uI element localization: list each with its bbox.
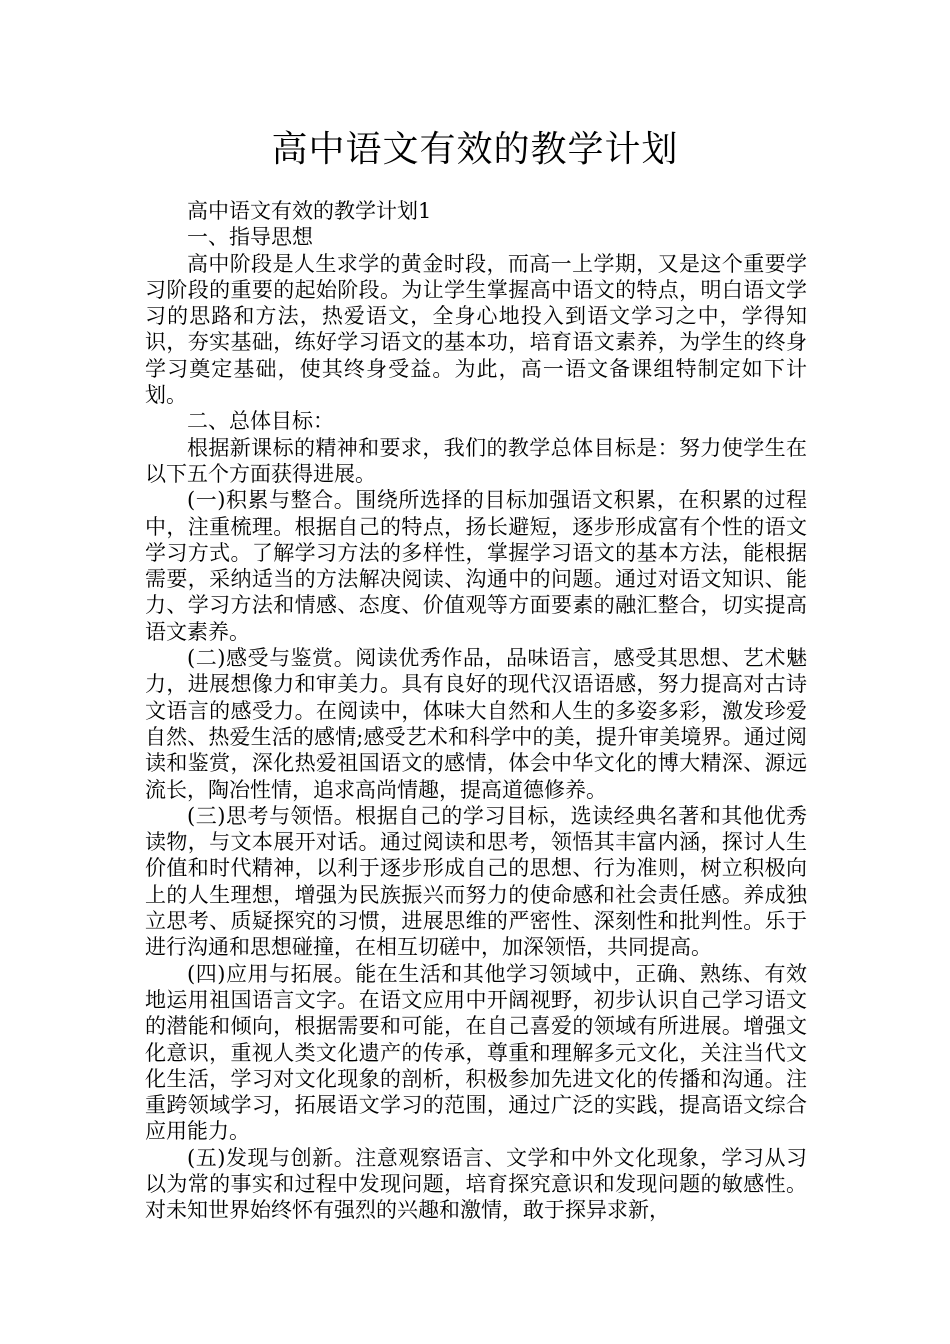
paragraph-overall-goals: 根据新课标的精神和要求，我们的教学总体目标是：努力使学生在以下五个方面获得进展。 [145, 435, 807, 486]
section-heading-overall-goals: 二、总体目标： [187, 409, 334, 434]
document-body [145, 198, 807, 1224]
paragraph-guiding-ideology: 高中阶段是人生求学的黄金时段，而高一上学期，又是这个重要学习阶段的重要的起始阶段。为让学生掌握高中语文的特点，明白语文学习的思路和方法，热爱语文，全身心地投入到语文学习之中，学得知识，夯实基础，练好学习语文的基本功，培育语文素养，为学生的终身学习奠定基础，使其终身受益。为此，高一语文备课组特制定如下计划。 [145, 251, 807, 408]
document-title: 高中语文有效的教学计划 [271, 129, 679, 170]
paragraph-goal-4: (四)应用与拓展。能在生活和其他学习领域中，正确、熟练、有效地运用祖国语言文字。在语文应用中开阔视野，初步认识自己学习语文的潜能和倾向，根据需要和可能，在自己喜爱的领域有所进展。增强文化意识，重视人类文化遗产的传承，尊重和理解多元文化，关注当代文化生活，学习对文化现象的剖析，积极参加先进文化的传播和沟通。注重跨领域学习，拓展语文学习的范围，通过广泛的实践，提高语文综合应用能力。 [145, 961, 807, 1144]
paragraph-goal-1: (一)积累与整合。围绕所选择的目标加强语文积累，在积累的过程中，注重梳理。根据自己的特点，扬长避短，逐步形成富有个性的语文学习方式。了解学习方法的多样性，掌握学习语文的基本方法，能根据需要，采纳适当的方法解决阅读、沟通中的问题。通过对语文知识、能力、学习方法和情感、态度、价值观等方面要素的融汇整合，切实提高语文素养。 [145, 488, 807, 644]
paragraph-goal-3: (三)思考与领悟。根据自己的学习目标，选读经典名著和其他优秀读物，与文本展开对话。通过阅读和思考，领悟其丰富内涵，探讨人生价值和时代精神，以利于逐步形成自己的思想、行为准则，树立积极向上的人生理想，增强为民族振兴而努力的使命感和社会责任感。养成独立思考、质疑探究的习惯，进展思维的严密性、深刻性和批判性。乐于进行沟通和思想碰撞，在相互切磋中，加深领悟，共同提高。 [145, 803, 807, 960]
section-heading-plan-1: 高中语文有效的教学计划1 [187, 199, 432, 223]
paragraph-goal-2: (二)感受与鉴赏。阅读优秀作品，品味语言，感受其思想、艺术魅力，进展想像力和审美力。具有良好的现代汉语语感，努力提高对古诗文语言的感受力。在阅读中，体味大自然和人生的多姿多彩，激发珍爱自然、热爱生活的感情;感受艺术和科学中的美，提升审美境界。通过阅读和鉴赏，深化热爱祖国语文的感情，体会中华文化的博大精深、源远流长，陶冶性情，追求高尚情趣，提高道德修养。 [145, 646, 807, 802]
section-heading-guiding-ideology: 一、指导思想 [187, 225, 313, 250]
paragraph-goal-5: (五)发现与创新。注意观察语言、文学和中外文化现象，学习从习以为常的事实和过程中发现问题，培育探究意识和发现问题的敏感性。对未知世界始终怀有强烈的兴趣和激情，敢于探异求新， [145, 1145, 807, 1223]
